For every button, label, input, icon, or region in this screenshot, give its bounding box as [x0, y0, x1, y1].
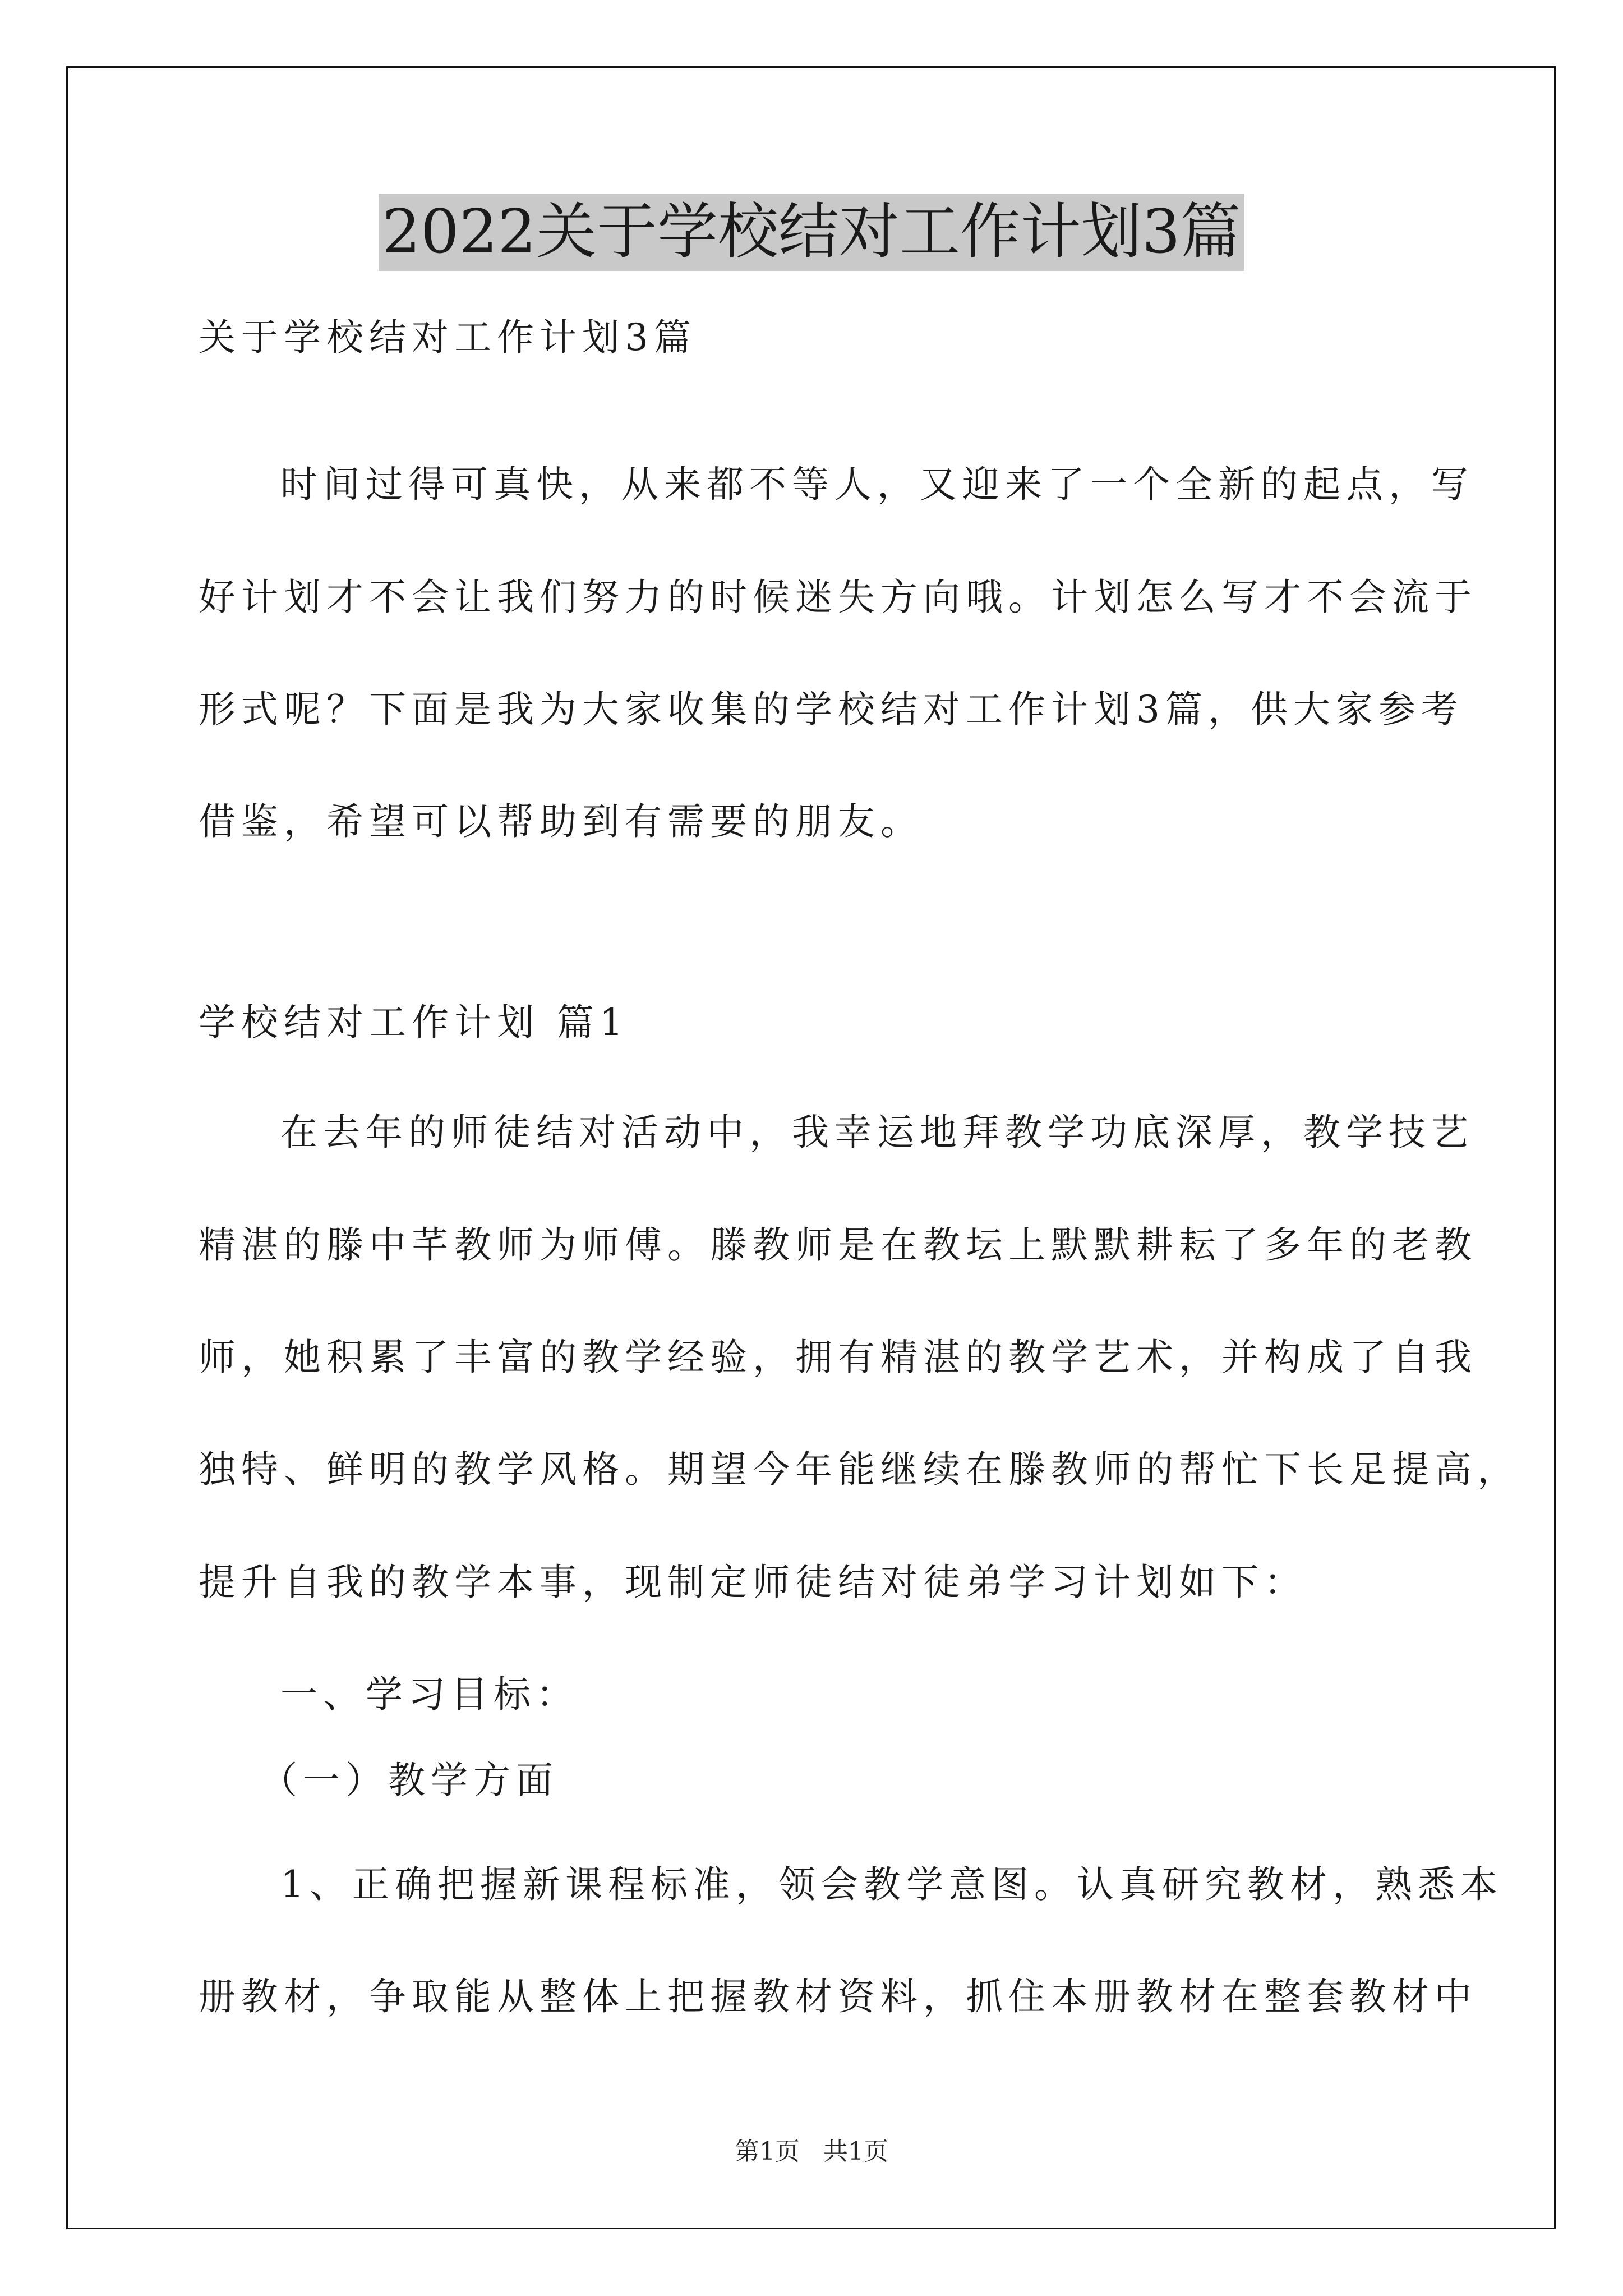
paragraph-line: 时间过得可真快，从来都不等人，又迎来了一个全新的起点，写 — [280, 463, 1474, 506]
title-container — [0, 194, 1623, 271]
paragraph-line: 师，她积累了丰富的教学经验，拥有精湛的教学艺术，并构成了自我 — [199, 1336, 1477, 1379]
subheading: （一）教学方面 — [260, 1759, 559, 1802]
paragraph-line: 1、正确把握新课程标准，领会教学意图。认真研究教材，熟悉本 — [280, 1863, 1503, 1906]
page-footer — [0, 2136, 1623, 2168]
paragraph-line: 形式呢？下面是我为大家收集的学校结对工作计划3篇，供大家参考 — [199, 688, 1464, 731]
subheading: 一、学习目标： — [280, 1673, 579, 1716]
document-subtitle: 关于学校结对工作计划3篇 — [199, 316, 697, 359]
document-title: 2022关于学校结对工作计划3篇 — [379, 194, 1244, 271]
page-total: 共1页 — [823, 2137, 888, 2166]
paragraph-line: 册教材，争取能从整体上把握教材资料，抓住本册教材在整套教材中 — [199, 1975, 1477, 2018]
paragraph-line: 好计划才不会让我们努力的时候迷失方向哦。计划怎么写才不会流于 — [199, 576, 1477, 619]
page-number: 第1页 — [735, 2137, 800, 2166]
paragraph-line: 独特、鲜明的教学风格。期望今年能继续在滕教师的帮忙下长足提高， — [199, 1448, 1520, 1491]
paragraph-line: 在去年的师徒结对活动中，我幸运地拜教学功底深厚，教学技艺 — [280, 1111, 1474, 1154]
paragraph-line: 提升自我的教学本事，现制定师徒结对徒弟学习计划如下： — [199, 1561, 1307, 1604]
paragraph-line: 借鉴，希望可以帮助到有需要的朋友。 — [199, 800, 923, 843]
section-heading: 学校结对工作计划 篇1 — [199, 1001, 629, 1044]
paragraph-line: 精湛的滕中芊教师为师傅。滕教师是在教坛上默默耕耘了多年的老教 — [199, 1223, 1477, 1267]
